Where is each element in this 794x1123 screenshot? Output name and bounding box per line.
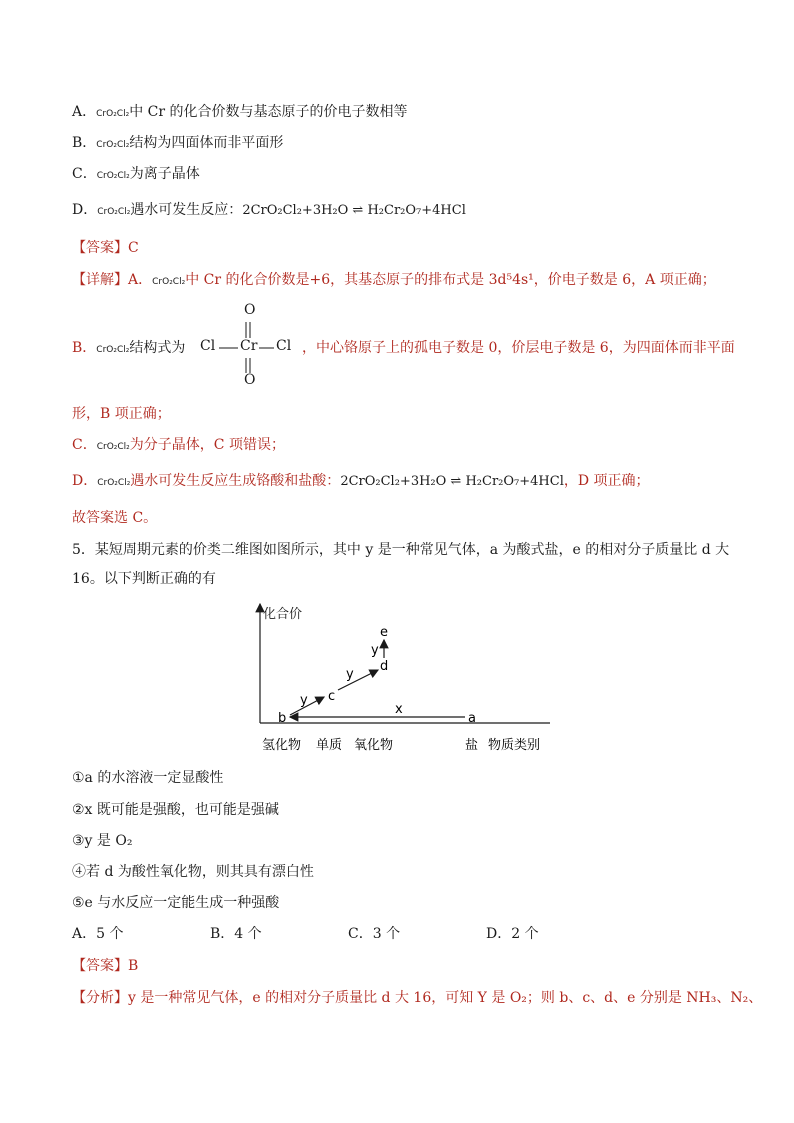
- statement-3: ③y 是 O₂: [72, 833, 133, 849]
- option-c: C．CrO₂Cl₂为离子晶体: [72, 166, 200, 182]
- valence-diagram: [250, 598, 570, 758]
- answer-2: 【答案】B: [72, 958, 139, 974]
- category-2: 氧化物: [354, 738, 394, 753]
- option-a: A．CrO₂Cl₂中 Cr 的化合价数与基态原子的价电子数相等: [72, 104, 408, 120]
- detail-b: B．CrO₂Cl₂结构式为: [72, 340, 186, 356]
- bond-lines: [200, 302, 300, 394]
- category-0: 氢化物: [262, 738, 302, 753]
- detail-d: D．CrO₂Cl₂遇水可发生反应生成铬酸和盐酸：2CrO₂Cl₂+3H₂O ⇌ H₂Cr₂O₇+4HCl，D 项正确；: [72, 473, 650, 489]
- answer-1: 【答案】C: [72, 240, 139, 256]
- statement-4: ④若 d 为酸性氧化物，则其具有漂白性: [72, 864, 314, 880]
- label-y-bc: y: [300, 693, 308, 708]
- x-axis-label: 物质类别: [488, 738, 541, 753]
- y-axis-label: 化合价: [263, 607, 303, 622]
- analysis: 【分析】y 是一种常见气体，e 的相对分子质量比 d 大 16，可知 Y 是 O₂；则 b、c、d、e 分别是 NH₃、N₂、: [72, 990, 763, 1006]
- point-b: b: [278, 711, 287, 726]
- q5-line2: 16。以下判断正确的有: [72, 571, 216, 587]
- label-x: x: [395, 702, 403, 717]
- detail-b-cont: 形，B 项正确；: [72, 406, 171, 422]
- point-a: a: [468, 711, 476, 726]
- point-d: d: [380, 659, 389, 674]
- statement-1: ①a 的水溶液一定显酸性: [72, 770, 224, 786]
- arrow-c-d: [338, 670, 378, 690]
- statement-5: ⑤e 与水反应一定能生成一种强酸: [72, 895, 280, 911]
- point-e: e: [380, 625, 388, 640]
- option-b: B．CrO₂Cl₂结构为四面体而非平面形: [72, 135, 284, 151]
- option-d: D．CrO₂Cl₂遇水可发生反应：2CrO₂Cl₂+3H₂O ⇌ H₂Cr₂O₇+4HCl: [72, 202, 466, 218]
- detail-a: 【详解】A．CrO₂Cl₂中 Cr 的化合价数是+6，其基态原子的排布式是 3d⁵4s¹，价电子数是 6，A 项正确；: [72, 272, 716, 288]
- category-3: 盐: [465, 738, 479, 753]
- label-y-cd: y: [346, 667, 354, 682]
- q5-line1: 5．某短周期元素的价类二维图如图所示，其中 y 是一种常见气体，a 为酸式盐，e 的相对分子质量比 d 大: [72, 542, 730, 558]
- statement-2: ②x 既可能是强酸，也可能是强碱: [72, 802, 279, 818]
- conclusion: 故答案选 C。: [72, 510, 158, 526]
- detail-c: C．CrO₂Cl₂为分子晶体，C 项错误；: [72, 437, 285, 453]
- label-y-de: y: [371, 643, 379, 658]
- choice-b: B．4 个: [210, 926, 262, 942]
- structural-formula: O Cl Cr Cl O: [200, 302, 300, 394]
- point-c: c: [328, 689, 336, 704]
- category-1: 单质: [316, 738, 343, 753]
- detail-b-rest: ，中心铬原子上的孤电子数是 0，价层电子数是 6，为四面体而非平面: [302, 340, 735, 356]
- choice-d: D．2 个: [486, 926, 539, 942]
- choice-c: C．3 个: [348, 926, 401, 942]
- choice-a: A．5 个: [72, 926, 124, 942]
